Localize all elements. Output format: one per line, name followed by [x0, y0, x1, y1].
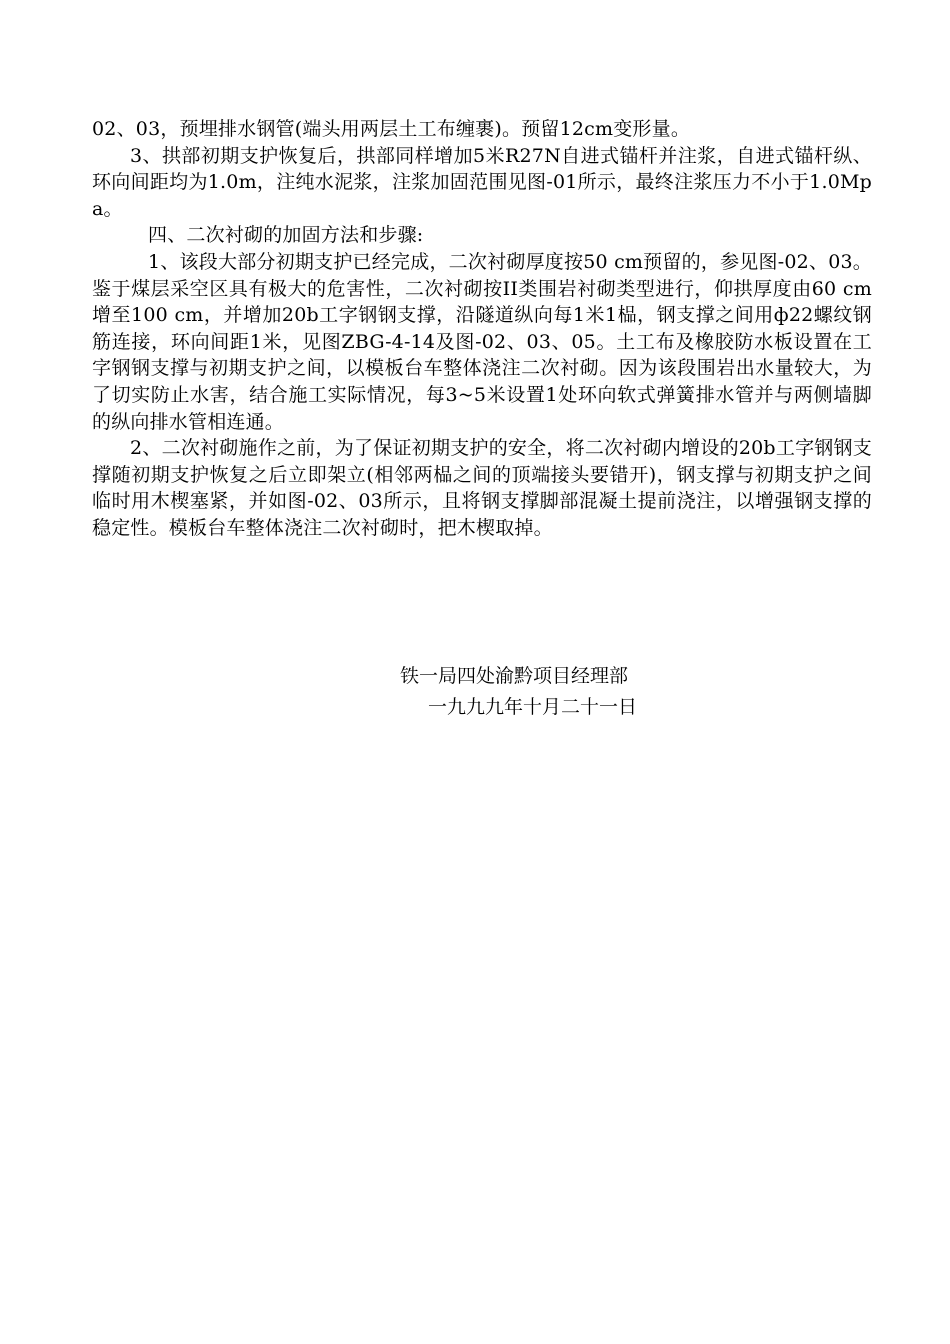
signature-block [400, 661, 820, 723]
signature-organization: 铁一局四处渝黔项目经理部 [400, 665, 629, 687]
document-body [92, 116, 872, 542]
paragraph-steel-support: 2、二次衬砌施作之前，为了保证初期支护的安全，将二次衬砌内增设的20b工字钢钢支撑随初期支护恢复之后立即架立(相邻两榀之间的顶端接头要错开)，钢支撑与初期支护之间临时用木楔塞紧，并如图-02、03所示，且将钢支撑脚部混凝土提前浇注，以增强钢支撑的稳定性。模板台车整体浇注二次衬砌时，把木楔取掉。 [92, 437, 872, 539]
paragraph-lining-thickness: 1、该段大部分初期支护已经完成，二次衬砌厚度按50 cm预留的，参见图-02、03。鉴于煤层采空区具有极大的危害性，二次衬砌按II类围岩衬砌类型进行，仰拱厚度由60 cm增至100 cm，并增加20b工字钢钢支撑，沿隧道纵向每1米1榀，钢支撑之间用ф22螺纹钢筋连接，环向间距1米，见图ZBG-4-14及图-02、03、05。土工布及橡胶防水板设置在工字钢钢支撑与初期支护之间，以模板台车整体浇注二次衬砌。因为该段围岩出水量较大，为了切实防止水害，结合施工实际情况，每3~5米设置1处环向软式弹簧排水管并与两侧墙脚的纵向排水管相连通。 [92, 250, 872, 433]
paragraph-arch-support: 3、拱部初期支护恢复后，拱部同样增加5米R27N自进式锚杆并注浆，自进式锚杆纵、环向间距均为1.0m，注纯水泥浆，注浆加固范围见图-01所示，最终注浆压力不小于1.0Mpa。 [92, 144, 872, 220]
section-heading-secondary-lining: 四、二次衬砌的加固方法和步骤: [148, 224, 424, 247]
paragraph-continuation: 02、03，预埋排水钢管(端头用两层土工布缠裹)。预留12cm变形量。 [92, 118, 691, 140]
signature-date: 一九九九年十月二十一日 [428, 696, 638, 718]
